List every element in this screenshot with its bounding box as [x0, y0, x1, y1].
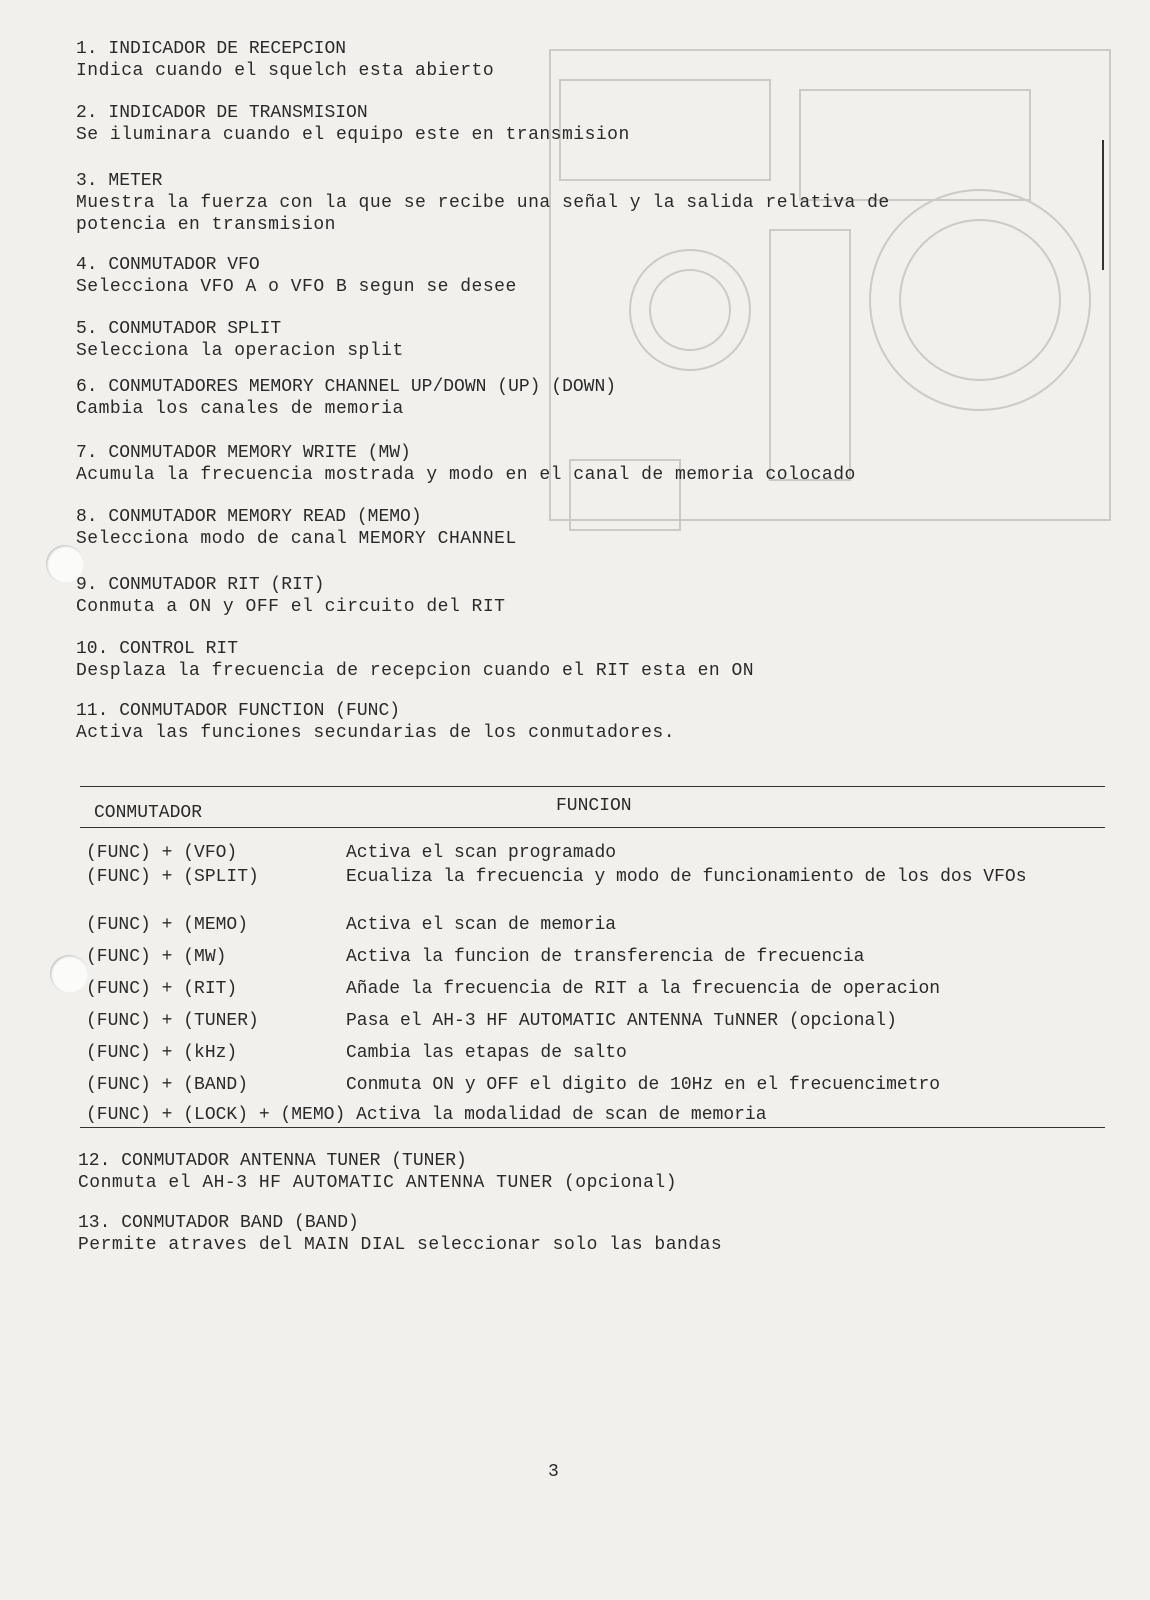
table-cell-switch: (FUNC) + (TUNER) [86, 1011, 259, 1031]
table-cell-switch: (FUNC) + (MEMO) [86, 915, 249, 935]
table-cell-function: Activa la funcion de transferencia de frecuencia [346, 947, 865, 967]
table-header-function: FUNCION [556, 796, 632, 816]
item-5 [76, 318, 404, 362]
table-header-switch: CONMUTADOR [94, 803, 203, 823]
item-desc: Se iluminara cuando el equipo este en transmision [76, 125, 630, 145]
item-desc: Selecciona modo de canal MEMORY CHANNEL [76, 529, 517, 549]
item-8 [76, 506, 517, 550]
table-cell-function: Ecualiza la frecuencia y modo de funcionamiento de los dos VFOs [346, 867, 1027, 887]
table-cell-function: Añade la frecuencia de RIT a la frecuencia de operacion [346, 979, 941, 999]
item-title: 4. CONMUTADOR VFO [76, 255, 260, 275]
item-desc: Selecciona VFO A o VFO B segun se desee [76, 277, 517, 297]
item-desc: Indica cuando el squelch esta abierto [76, 61, 495, 81]
item-desc-line2: potencia en transmision [76, 215, 336, 235]
item-3 [76, 170, 890, 236]
page-number: 3 [548, 1462, 559, 1482]
item-desc: Desplaza la frecuencia de recepcion cuando el RIT esta en ON [76, 661, 755, 681]
item-desc: Acumula la frecuencia mostrada y modo en el canal de memoria colocado [76, 465, 856, 485]
table-cell-switch: (FUNC) + (kHz) [86, 1043, 238, 1063]
table-cell-switch: (FUNC) + (VFO) [86, 843, 238, 863]
item-title: 7. CONMUTADOR MEMORY WRITE (MW) [76, 443, 411, 463]
table-cell-switch-text: (FUNC) + (LOCK) + (MEMO) [86, 1105, 346, 1125]
table-cell-function: Activa el scan de memoria [346, 915, 617, 935]
item-6 [76, 376, 616, 420]
table-cell-function: Cambia las etapas de salto [346, 1043, 627, 1063]
item-title: 11. CONMUTADOR FUNCTION (FUNC) [76, 701, 401, 721]
table-cell-function: Conmuta ON y OFF el digito de 10Hz en el frecuencimetro [346, 1075, 941, 1095]
item-title: 12. CONMUTADOR ANTENNA TUNER (TUNER) [78, 1151, 467, 1171]
item-title: 3. METER [76, 171, 163, 191]
item-title: 2. INDICADOR DE TRANSMISION [76, 103, 368, 123]
item-desc: Conmuta el AH-3 HF AUTOMATIC ANTENNA TUNER (opcional) [78, 1173, 677, 1193]
item-9 [76, 574, 505, 618]
item-1 [76, 38, 494, 82]
item-desc: Activa las funciones secundarias de los conmutadores. [76, 723, 675, 743]
item-title: 6. CONMUTADORES MEMORY CHANNEL UP/DOWN (UP) (DOWN) [76, 377, 617, 397]
table-cell-switch [86, 1104, 1096, 1126]
table-bottom-rule [80, 1127, 1105, 1128]
item-10 [76, 638, 754, 682]
table-cell-function: Activa el scan programado [346, 843, 617, 863]
item-desc: Permite atraves del MAIN DIAL seleccionar solo las bandas [78, 1235, 723, 1255]
item-4 [76, 254, 517, 298]
table-cell-switch: (FUNC) + (MW) [86, 947, 227, 967]
item-7 [76, 442, 856, 486]
item-desc: Selecciona la operacion split [76, 341, 404, 361]
item-title: 10. CONTROL RIT [76, 639, 239, 659]
table-cell-switch: (FUNC) + (RIT) [86, 979, 238, 999]
item-2 [76, 102, 630, 146]
table-cell-function: Activa la modalidad de scan de memoria [356, 1105, 767, 1125]
item-title: 9. CONMUTADOR RIT (RIT) [76, 575, 325, 595]
item-title: 5. CONMUTADOR SPLIT [76, 319, 282, 339]
item-11 [76, 700, 675, 744]
margin-rule [1102, 140, 1104, 270]
item-12 [78, 1150, 677, 1194]
table-header-rule [80, 827, 1105, 828]
item-title: 13. CONMUTADOR BAND (BAND) [78, 1213, 359, 1233]
punch-hole-bottom [50, 955, 88, 993]
table-cell-switch: (FUNC) + (SPLIT) [86, 867, 259, 887]
table-cell-function: Pasa el AH-3 HF AUTOMATIC ANTENNA TuNNER (opcional) [346, 1011, 897, 1031]
item-desc: Conmuta a ON y OFF el circuito del RIT [76, 597, 506, 617]
item-title: 1. INDICADOR DE RECEPCION [76, 39, 347, 59]
item-desc: Cambia los canales de memoria [76, 399, 404, 419]
item-13 [78, 1212, 722, 1256]
item-desc: Muestra la fuerza con la que se recibe una señal y la salida relativa de [76, 193, 890, 213]
table-cell-switch: (FUNC) + (BAND) [86, 1075, 249, 1095]
table-top-rule [80, 786, 1105, 787]
item-title: 8. CONMUTADOR MEMORY READ (MEMO) [76, 507, 422, 527]
